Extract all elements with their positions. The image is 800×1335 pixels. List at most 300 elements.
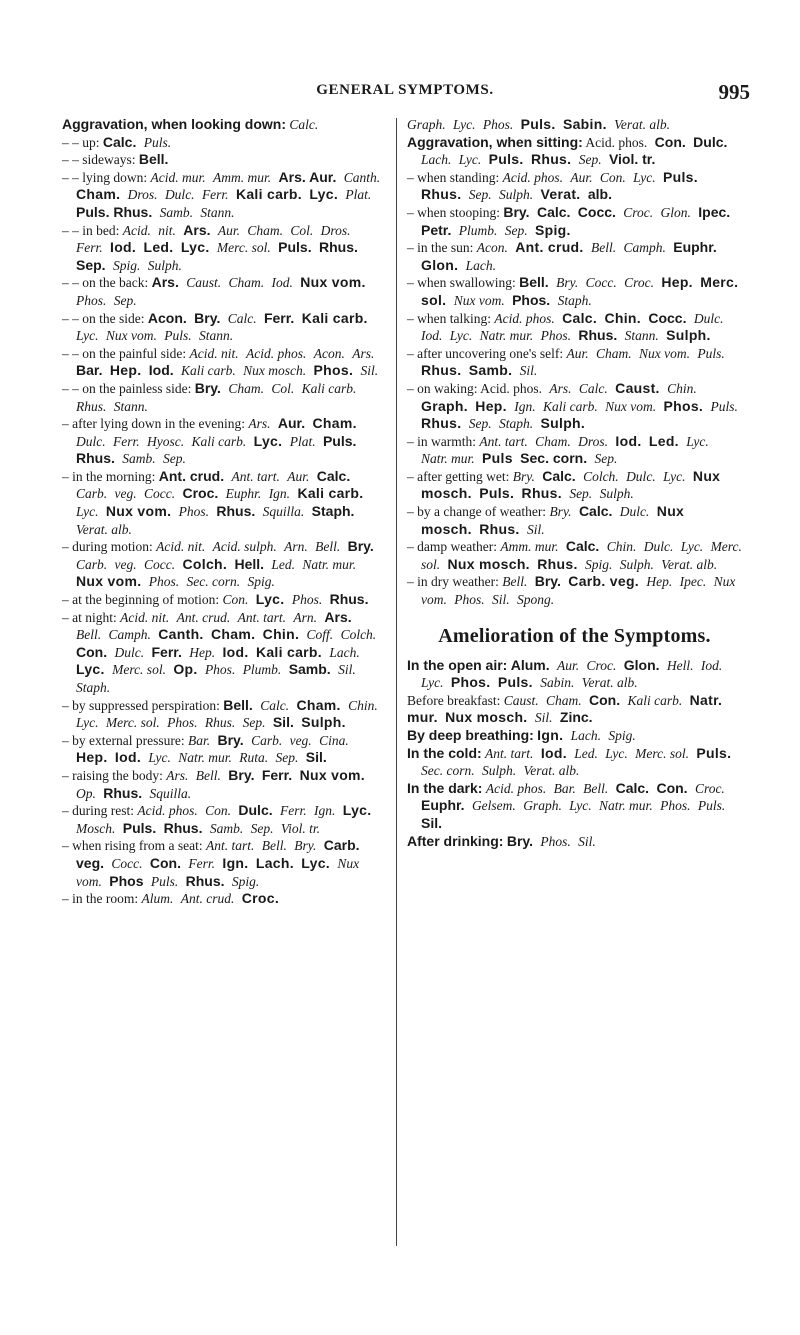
entry-heading: – at the beginning of motion: [62,592,220,608]
remedy: Bell. [583,780,609,796]
remedy: Cham. [76,186,121,203]
remedy: Dros. [127,187,158,203]
remedy: Nux vom. [453,292,505,308]
remedy: Iod. [615,432,642,449]
remedy: Calc. [102,133,137,150]
entry-heading: – in dry weather: [407,574,499,590]
remedy: Con. [76,643,108,660]
remedy: Sec. corn. [520,450,588,467]
remedy: Ferr. [261,766,293,783]
remedy: Spig. [608,728,636,743]
remedy: Lyc. [309,186,339,203]
remedy: Bell. [261,838,287,854]
symptom-entry [407,657,742,692]
remedy: Sil. [272,714,294,731]
remedy: Puls. [710,398,738,414]
remedy: Iod. [222,643,249,660]
entry-heading: – when swallowing: [407,275,516,291]
remedy: Caust. [615,379,660,396]
remedy: Ant. crud. [180,891,235,907]
remedy: Lyc. [686,433,709,449]
remedy: Stann. [200,204,235,220]
remedy: Petr. [421,221,452,238]
remedy: Squilla. [262,504,305,520]
remedy: Graph. [421,397,468,414]
remedy: Canth. [158,626,204,643]
remedy: Sep. [578,152,602,168]
remedy: Kali carb. [181,363,236,379]
remedy: Nux vom. [421,574,736,608]
remedy: Kali carb. [297,485,364,502]
remedy: Samb. [468,362,513,379]
remedy: Verat. alb. [581,675,638,691]
remedy: Lyc. [76,661,105,678]
remedy: Caust. [503,692,539,708]
remedy: Lach. [465,257,497,273]
remedy: Rhus. [329,591,369,608]
remedy: Led. [143,239,174,256]
remedy: Ign. [222,854,249,871]
remedy: Ars. [166,767,189,783]
remedy: Dulc. [643,539,674,555]
remedy: Acid. phos. [494,310,555,326]
remedy: Ars. [151,274,179,291]
remedy: Phos [109,872,144,889]
remedy: Sil. [578,833,596,849]
remedy: Sulph. [147,257,182,273]
column-divider [396,118,397,1246]
symptom-entry [407,503,742,538]
remedy: Bry. [347,538,374,555]
remedy: Puls. [663,168,698,185]
remedy: Cham. [545,692,582,708]
remedy: Plumb. [458,222,498,238]
remedy: alb. [587,186,612,203]
entry-heading: In the dark: [407,779,483,796]
entry-heading: – during rest: [62,803,134,819]
remedy: Phos. [313,362,354,379]
remedy: Aur. [570,169,593,185]
running-head: GENERAL SYMPTOMS. [316,82,494,98]
symptom-entry [62,151,388,169]
remedy: Ant. tart. [237,609,287,625]
symptom-entry [407,433,742,468]
remedy: Nux vom. [105,503,172,520]
remedy: Merc. sol. [635,745,689,761]
symptom-entry [62,732,388,767]
remedy: Sulph. [481,763,517,779]
remedy: Sabin. [562,116,607,132]
entry-heading: – when talking: [407,310,491,326]
remedy: Dulc. [626,468,656,484]
remedy: Verat. alb. [661,556,718,572]
remedy: Iod. [700,657,723,673]
symptom-entry [407,310,742,345]
remedy: Acid. nit. [120,609,170,625]
remedy: Croc. [182,485,219,502]
remedy: Kali carb. [191,433,247,449]
right-column [407,116,742,850]
remedy: Ars. [549,380,572,396]
remedy: Nux vom. [639,345,691,361]
remedy: Glon. [421,256,459,273]
symptom-entry [407,345,742,380]
remedy: Samb. [209,820,244,836]
remedy: Stann. [113,398,148,414]
symptom-entry [407,727,742,745]
remedy: Ign. [514,398,536,414]
remedy: Carb. [76,486,108,502]
remedy: Nux mosch. [421,467,721,502]
remedy: Cham. [596,345,632,361]
remedy: Amm. mur. [500,539,559,555]
remedy: Op. [173,661,198,678]
remedy: Camph. [108,627,151,643]
remedy: Phos. [291,592,323,608]
remedy: Phos. [450,674,491,691]
remedy: Canth. [343,169,381,185]
remedy: veg. [114,556,137,572]
remedy: Chin. [606,539,637,555]
remedy: Carb. [76,556,108,572]
remedy: Lyc. [680,539,704,555]
remedy: Carb. [251,732,283,748]
remedy: Bry. [534,573,561,590]
remedy: Rhus. [216,503,256,520]
remedy: Arn. [293,609,318,625]
remedy: Sep. [468,416,492,432]
remedy: Acid. [122,222,151,238]
remedy: Arn. [284,539,308,555]
remedy: Phos. [482,117,514,132]
symptom-entry [62,134,388,152]
remedy: Natr. mur. [178,750,232,766]
remedy: Lyc. [633,169,656,185]
remedy: Kali carb. [255,643,322,660]
remedy: Samb. [122,451,156,467]
remedy: Coff. [306,627,334,643]
remedy: Ign. [314,803,336,819]
remedy: Sil. [360,363,379,379]
remedy: Plat. [289,433,316,449]
remedy: Puls. [278,239,312,256]
symptom-entry [62,802,388,837]
remedy: Calc. [578,380,608,396]
remedy: Viol. tr. [608,151,656,168]
remedy: Croc. [586,657,617,673]
remedy: Rhus. [103,784,143,801]
remedy: Carb. veg. [568,573,639,590]
remedy: Sulph. [499,187,534,203]
remedy: Cham. [211,626,256,643]
remedy: Acid. phos. [485,780,547,796]
entry-heading: Before breakfast: [407,692,501,708]
remedy: Bell. [519,274,549,291]
remedy: Hep. [475,397,507,414]
remedy: Calc. [578,503,613,520]
entry-heading: – after uncovering one's self: [407,345,564,361]
remedy: Gelsem. [471,798,516,814]
remedy: Hep. [76,749,108,766]
remedy: Verat. [540,186,581,203]
symptom-entry [407,780,742,833]
remedy: Sep. [569,486,593,502]
remedy: Kali carb. [301,380,357,396]
remedy: nit. [158,222,176,238]
entry-heading: – when rising from a seat: [62,838,203,854]
entry-heading: Aggravation, when looking down: [62,116,286,132]
remedy: Stann. [624,328,659,344]
entry-heading: – – on the painless side: [62,380,192,396]
remedy: Natr. mur. [302,556,357,572]
remedy: Natr. mur. [421,451,475,467]
remedy: Dulc. [76,433,106,449]
remedy: Cocc. [144,556,176,572]
entry-heading: – by suppressed perspiration: [62,697,220,713]
remedy: veg. [289,732,312,748]
remedy: Stann. [198,328,234,344]
remedy: Acid. phos. [585,134,648,150]
remedy: Hep. [109,362,142,379]
remedy: Acid. mur. [150,169,206,185]
entry-heading: – – on the back: [62,275,149,291]
remedy: Lach. [255,854,294,871]
remedy: Hyosc. [147,433,185,449]
entry-heading: – after lying down in the evening: [62,416,245,432]
remedy: Puls. [520,116,556,132]
remedy: Dulc. [164,187,195,203]
remedy: Cham. [535,433,571,449]
symptom-entry [62,345,388,380]
entry-heading: In the open air: [407,656,508,673]
remedy: Rhus. [421,186,462,203]
remedy: Lyc. [148,750,171,766]
remedy: Croc. [624,275,654,291]
remedy: Cham. [312,415,357,432]
remedy: Dros. [320,222,351,238]
remedy: Sec. corn. [421,763,475,779]
remedy: Iod. [421,328,443,344]
remedy: Sep. [242,715,266,731]
remedy: Sil. [338,662,356,678]
remedy: Mosch. [76,820,116,836]
remedy: Iod. [271,275,293,291]
remedy: Verat. alb. [614,117,671,132]
symptom-entry [62,380,388,415]
remedy: Sil. [421,814,443,831]
symptom-entry [62,468,388,538]
remedy: Lyc. [301,854,330,871]
entry-heading: – at night: [62,609,117,625]
remedy: Lyc. [605,745,628,761]
remedy: Bell. [223,696,253,713]
remedy: Bry. [228,766,255,783]
remedy: Lyc. [449,328,473,344]
remedy: Lyc. [458,152,482,168]
symptom-entry [62,222,388,275]
entry-heading: – in the room: [62,891,139,907]
remedy: Spig. [534,221,571,238]
remedy: Spig. [231,873,260,889]
remedy: Rhus. [204,715,236,731]
remedy: Nux vom. [605,398,657,414]
symptom-entry [407,116,742,134]
remedy: Verat. alb. [76,521,132,537]
remedy: Graph. [407,117,446,132]
remedy: Led. [574,745,598,761]
remedy: Rhus. [578,327,618,344]
symptom-entry [407,274,742,309]
remedy: Nux mosch. [421,503,685,537]
remedy: Calc. [615,779,650,796]
remedy: Lyc. [76,328,99,344]
remedy: Ruta. [239,750,269,766]
remedy: Kali carb. [301,309,368,326]
remedy: Dulc. [693,310,724,326]
remedy: Croc. [694,780,725,796]
remedy: Sulph. [540,415,586,432]
remedy: Phos. [148,574,180,590]
remedy: Acid. phos. [480,380,543,396]
symptom-entry [407,833,742,851]
remedy: Sulph. [619,556,654,572]
remedy: Rhus. [76,450,115,467]
remedy: Bry. [556,275,579,291]
remedy: Sep. [250,820,274,836]
remedy: Staph. [499,416,534,432]
page-number: 995 [718,80,750,104]
remedy: Iod. [148,362,174,379]
remedy: Acon. [147,309,187,326]
remedy: Puls [482,450,513,467]
remedy: Glon. [660,204,691,220]
remedy: Phos. [512,291,551,308]
entry-heading: – during motion: [62,539,153,555]
entry-heading: – – on the painful side: [62,345,187,361]
entry-heading: – in warmth: [407,433,476,449]
entry-heading: – damp weather: [407,539,497,555]
symptom-entry [407,169,742,204]
remedy: Ant. tart. [231,468,280,484]
symptom-entry [62,169,388,222]
remedy: Phos. [663,397,704,414]
remedy: Aur. [556,657,580,673]
symptom-entry [62,837,388,890]
remedy: Samb. [288,661,331,678]
symptom-entry [62,591,388,609]
remedy: Sil. [519,363,538,379]
entry-heading: – in the morning: [62,468,156,484]
remedy: Dros. [578,433,609,449]
remedy: Con. [149,854,181,871]
remedy: Bry. [217,731,244,748]
remedy: Kali carb. [235,186,302,203]
remedy: Croc. [623,204,654,220]
remedy: Nux mosch. [445,709,528,726]
remedy: Lyc. [421,675,444,691]
remedy: Con. [599,169,626,185]
remedy: Ign. [537,727,564,743]
remedy: Merc. sol. [421,274,739,308]
remedy: Cocc. [585,275,617,291]
remedy: Acid. nit. [156,539,206,555]
remedy: Sulph. [666,327,711,344]
symptom-entry [407,204,742,239]
remedy: Ant. tart. [205,838,255,854]
remedy: Nux vom. [105,328,157,344]
remedy: Puls. [322,432,357,449]
symptom-entry [407,745,742,780]
remedy: Puls. [122,819,157,836]
remedy: Croc. [241,890,280,907]
remedy: Ars. [352,345,375,361]
remedy: Sep. [594,451,618,467]
remedy: Dulc. [238,802,273,819]
remedy: Puls. [697,345,725,361]
remedy: Merc. sol. [112,662,166,678]
remedy: Cham. [296,696,341,713]
remedy: Bell. [502,574,528,590]
remedy: Iod. [540,744,567,761]
remedy: Spig. [247,574,275,590]
remedy: Dulc. [114,644,145,660]
remedy: Ferr. [201,187,229,203]
remedy: Ars. [248,416,271,432]
remedy: Natr. mur. [407,691,723,726]
remedy: Acid. phos. [502,169,563,185]
remedy: Euphr. [225,486,262,502]
remedy: Lyc. [453,117,476,132]
symptom-entry [62,310,388,345]
entry-heading: – – on the side: [62,310,145,326]
symptom-entry [407,573,742,608]
remedy: Ant. crud. [515,239,584,256]
remedy: Ferr. [151,643,182,660]
entry-heading: – – lying down: [62,169,148,185]
remedy: Calc. [260,697,290,713]
remedy: Spig. [585,556,613,572]
remedy: Sec. corn. [186,574,241,590]
remedy: Nux mosch. [243,363,307,379]
remedy: Sep. [275,750,299,766]
remedy: Cocc. [111,855,143,871]
remedy: Sep. [76,256,106,273]
remedy: Rhus. [537,555,578,572]
remedy: Phos. [540,328,571,344]
remedy: Cham. [228,380,264,396]
symptom-entry [62,609,388,697]
remedy: Kali carb. [627,692,683,708]
remedy: Phos. [660,798,691,814]
remedy: Sep. [163,451,186,467]
remedy: Ferr. [188,855,215,871]
remedy: Spong. [517,592,555,608]
remedy: Rhus. [163,819,203,836]
remedy: Calc. [562,309,598,326]
remedy: Graph. [523,798,562,814]
remedy: Bry. [194,309,221,326]
remedy: Ars. [324,608,352,625]
remedy: Phos. [76,292,107,308]
remedy: Chin. [348,697,378,713]
remedy: Sep. [468,187,492,203]
remedy: Sep. [113,292,137,308]
remedy: Staph. [557,292,592,308]
remedy: Ant. crud. [158,467,225,484]
section-title: Amelioration of the Symptoms. [438,624,711,647]
remedy: Cocc. [144,486,176,502]
remedy: Hep. [661,274,693,291]
